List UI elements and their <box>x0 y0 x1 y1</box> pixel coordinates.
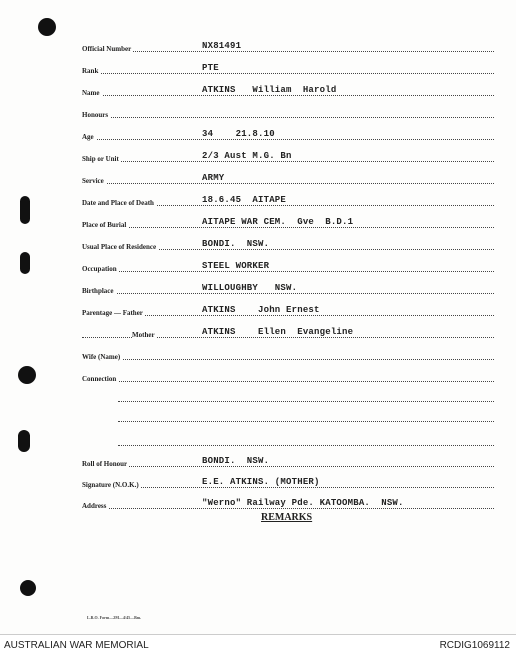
field-label: Usual Place of Residence <box>82 243 157 251</box>
field-label: Place of Burial <box>82 221 127 229</box>
binder-hole-mid-lower <box>20 252 30 274</box>
remarks-heading: REMARKS <box>261 512 313 523</box>
field-value: ATKINS Ellen Evangeline <box>202 327 354 337</box>
form-row <box>82 238 494 252</box>
field-label: Parentage — Father <box>82 309 143 317</box>
form-row <box>82 128 494 142</box>
dotted-rule <box>82 359 494 360</box>
dotted-rule <box>82 117 494 118</box>
dotted-rule <box>82 73 494 74</box>
field-value: ARMY <box>202 173 225 183</box>
form-row <box>82 40 494 54</box>
binder-hole-bottom <box>18 430 30 452</box>
field-value: BONDI. NSW. <box>202 456 270 466</box>
footer-bar <box>0 634 516 655</box>
binder-hole-lower <box>18 366 36 384</box>
field-label: Birthplace <box>82 287 114 295</box>
footer-record-id: RCDIG1069112 <box>439 640 510 651</box>
field-label: Official Number <box>82 45 132 53</box>
dotted-rule <box>82 227 494 228</box>
field-value: STEEL WORKER <box>202 261 270 271</box>
form-row <box>82 62 494 76</box>
form-row <box>82 476 494 490</box>
form-row <box>82 326 494 340</box>
field-label: Address <box>82 502 107 510</box>
dotted-rule <box>118 445 494 446</box>
field-label: Name <box>82 89 100 97</box>
form-row <box>82 106 494 120</box>
dotted-rule <box>82 51 494 52</box>
dotted-rule <box>82 293 494 294</box>
field-value: BONDI. NSW. <box>202 239 270 249</box>
field-label: Ship or Unit <box>82 155 119 163</box>
dotted-rule <box>82 487 494 488</box>
dotted-rule <box>118 401 494 402</box>
dotted-rule <box>118 421 494 422</box>
field-value: ATKINS William Harold <box>202 85 337 95</box>
field-label: Roll of Honour <box>82 460 128 468</box>
field-value: AITAPE WAR CEM. Gve B.D.1 <box>202 217 354 227</box>
field-label: Rank <box>82 67 99 75</box>
form-row <box>82 84 494 98</box>
form-row <box>82 348 494 362</box>
dotted-rule <box>82 139 494 140</box>
field-label: Mother <box>132 331 155 339</box>
footer-institution: AUSTRALIAN WAR MEMORIAL <box>4 640 149 651</box>
field-label: Honours <box>82 111 109 119</box>
dotted-rule <box>82 95 494 96</box>
field-label: Occupation <box>82 265 117 273</box>
field-value: 2/3 Aust M.G. Bn <box>202 151 292 161</box>
field-value: PTE <box>202 63 219 73</box>
dotted-rule <box>82 466 494 467</box>
form-row <box>82 260 494 274</box>
binder-hole-last <box>20 580 36 596</box>
field-value: WILLOUGHBY NSW. <box>202 283 298 293</box>
field-label: Signature (N.O.K.) <box>82 481 139 489</box>
field-value: "Werno" Railway Pde. KATOOMBA. NSW. <box>202 498 404 508</box>
binder-hole-top <box>38 18 56 36</box>
field-label: Service <box>82 177 104 185</box>
form-row <box>82 150 494 164</box>
dotted-rule <box>82 508 494 509</box>
field-label: Age <box>82 133 94 141</box>
form-row <box>82 172 494 186</box>
form-row <box>82 455 494 469</box>
field-value: 18.6.45 AITAPE <box>202 195 287 205</box>
form-row <box>82 497 494 511</box>
form-code: L.R.O. Form—2M—4/45—Bm. <box>87 615 142 620</box>
binder-hole-mid-upper <box>20 196 30 224</box>
dotted-rule <box>82 271 494 272</box>
form-row <box>82 194 494 208</box>
field-value: ATKINS John Ernest <box>202 305 320 315</box>
form-row <box>82 370 494 384</box>
field-label: Connection <box>82 375 117 383</box>
field-label: Date and Place of Death <box>82 199 154 207</box>
form-row <box>118 390 494 404</box>
field-label: Wife (Name) <box>82 353 121 361</box>
field-value: E.E. ATKINS. (MOTHER) <box>202 477 320 487</box>
dotted-rule <box>82 183 494 184</box>
field-value: 34 21.8.10 <box>202 129 275 139</box>
dotted-rule <box>82 381 494 382</box>
form-row <box>82 282 494 296</box>
field-value: NX81491 <box>202 41 242 51</box>
dotted-rule <box>82 161 494 162</box>
form-row <box>118 434 494 448</box>
form-row <box>82 216 494 230</box>
form-row <box>118 410 494 424</box>
form-row <box>82 304 494 318</box>
